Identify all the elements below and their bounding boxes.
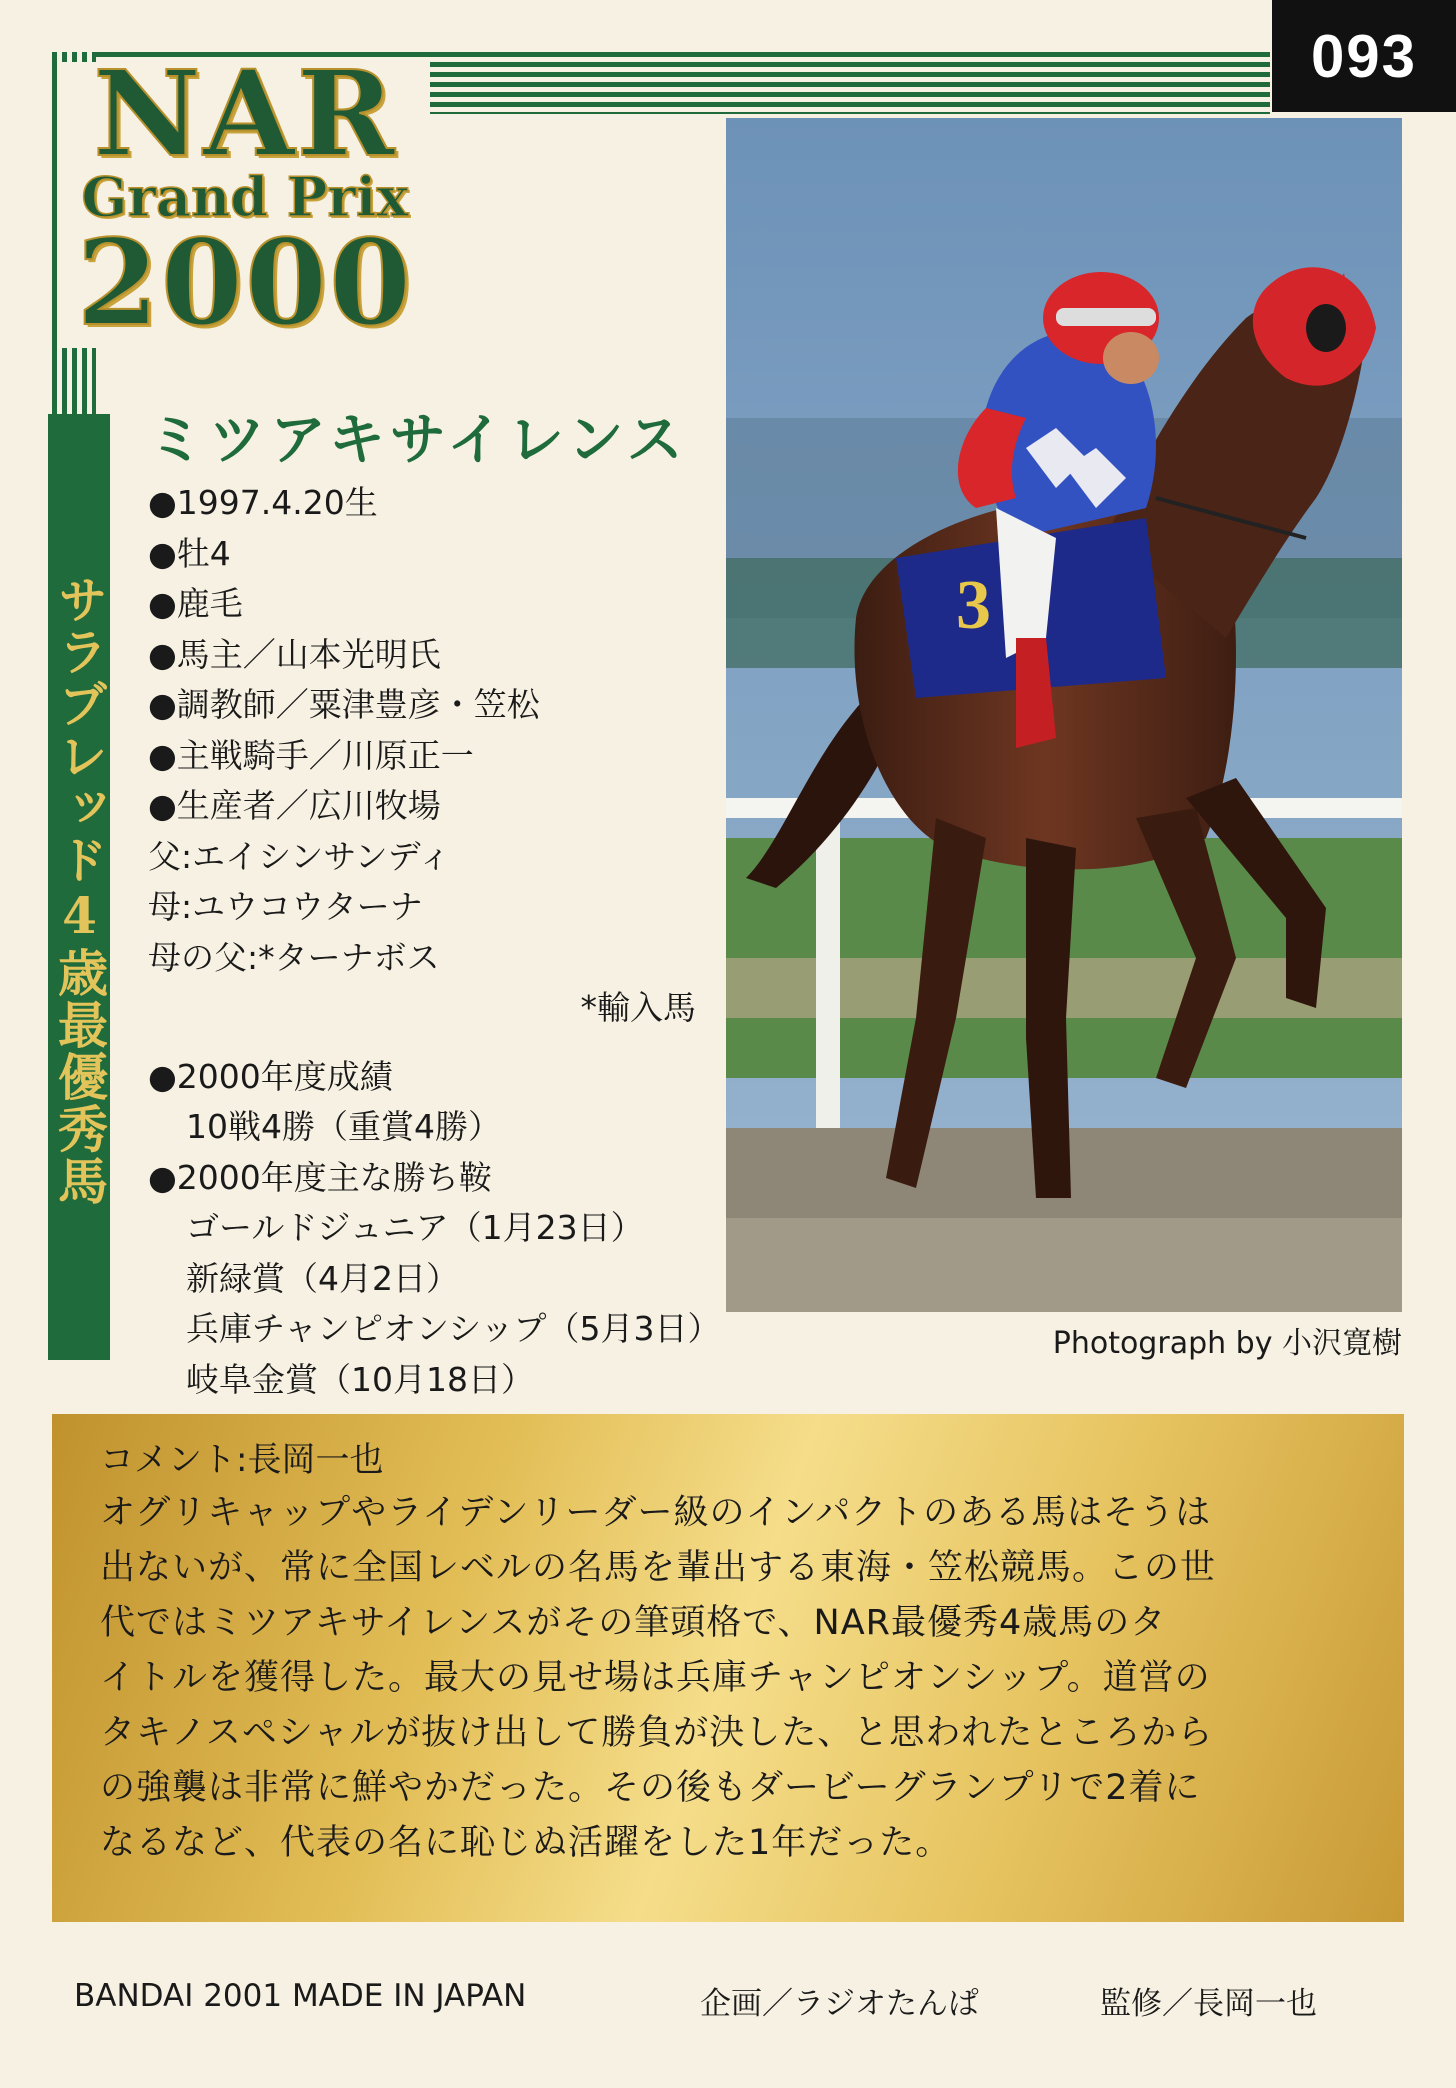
win-item: 新緑賞（4月2日） (186, 1258, 459, 1298)
record: 10戦4勝（重賞4勝） (186, 1107, 501, 1146)
dam-sire: 母の父:*ターナボス (148, 937, 440, 977)
horse-profile (148, 478, 721, 1405)
race-photo (726, 118, 1402, 1312)
comment-line: の強襲は非常に鮮やかだった。その後もダービーグランプリで2着に (100, 1768, 1201, 1808)
win-item: 岐阜金賞（10月18日） (186, 1359, 534, 1399)
record-title: ●2000年度成績 (148, 1056, 393, 1096)
dam: 母:ユウコウターナ (148, 887, 423, 926)
horse-name: ミツアキサイレンス (148, 408, 688, 473)
award-title: サラブレッド4歳最優秀馬 (50, 574, 109, 1207)
horse-and-jockey-illustration (726, 118, 1402, 1312)
sex-age: ●牡4 (148, 533, 231, 573)
logo-line-year: 2000 (76, 213, 414, 352)
comment-line: イトルを獲得した。最大の見せ場は兵庫チャンピオンシップ。道営の (100, 1658, 1211, 1698)
birth-date: ●1997.4.20生 (148, 483, 378, 522)
main-jockey: ●主戦騎手／川原正一 (148, 735, 474, 775)
card-number: 093 (1272, 0, 1456, 112)
wins-title: ●2000年度主な勝ち鞍 (148, 1157, 492, 1197)
comment-line: オグリキャップやライデンリーダー級のインパクトのある馬はそうは (100, 1493, 1212, 1533)
comment-line: 代ではミツアキサイレンスがその筆頭格で、NAR最優秀4歳馬のタ (100, 1603, 1167, 1643)
nar-grand-prix-logo (60, 44, 430, 352)
trainer: ●調教師／粟津豊彦・笠松 (148, 685, 540, 724)
owner: ●馬主／山本光明氏 (148, 634, 441, 674)
win-item: 兵庫チャンピオンシップ（5月3日） (186, 1309, 721, 1348)
sire: 父:エイシンサンディ (148, 836, 452, 876)
footer-copyright: BANDAI 2001 MADE IN JAPAN (74, 1978, 527, 2014)
footer-planning: 企画／ラジオたんぱ (700, 1986, 979, 2022)
logo-line-nar: NAR (93, 44, 397, 183)
comment-line: 出ないが、常に全国レベルの名馬を輩出する東海・笠松競馬。この世 (100, 1548, 1217, 1588)
breeder: ●生産者／広川牧場 (148, 786, 441, 825)
import-note: *輸入馬 (580, 988, 696, 1027)
win-item: ゴールドジュニア（1月23日） (186, 1208, 644, 1247)
photo-credit: Photograph by 小沢寛樹 (1052, 1326, 1402, 1361)
comment-heading: コメント:長岡一也 (100, 1440, 384, 1480)
saddle-number: 3 (956, 567, 991, 644)
award-band (48, 414, 110, 1360)
footer-supervision: 監修／長岡一也 (1100, 1986, 1317, 2022)
comment-line: なるなど、代表の名に恥じぬ活躍をした1年だった。 (100, 1823, 952, 1863)
comment-box (52, 1414, 1404, 1922)
coat-color: ●鹿毛 (148, 584, 243, 623)
logo-line-grand-prix: Grand Prix (81, 165, 409, 229)
comment-line: タキノスペシャルが抜け出して勝負が決した、と思われたところから (100, 1713, 1214, 1753)
